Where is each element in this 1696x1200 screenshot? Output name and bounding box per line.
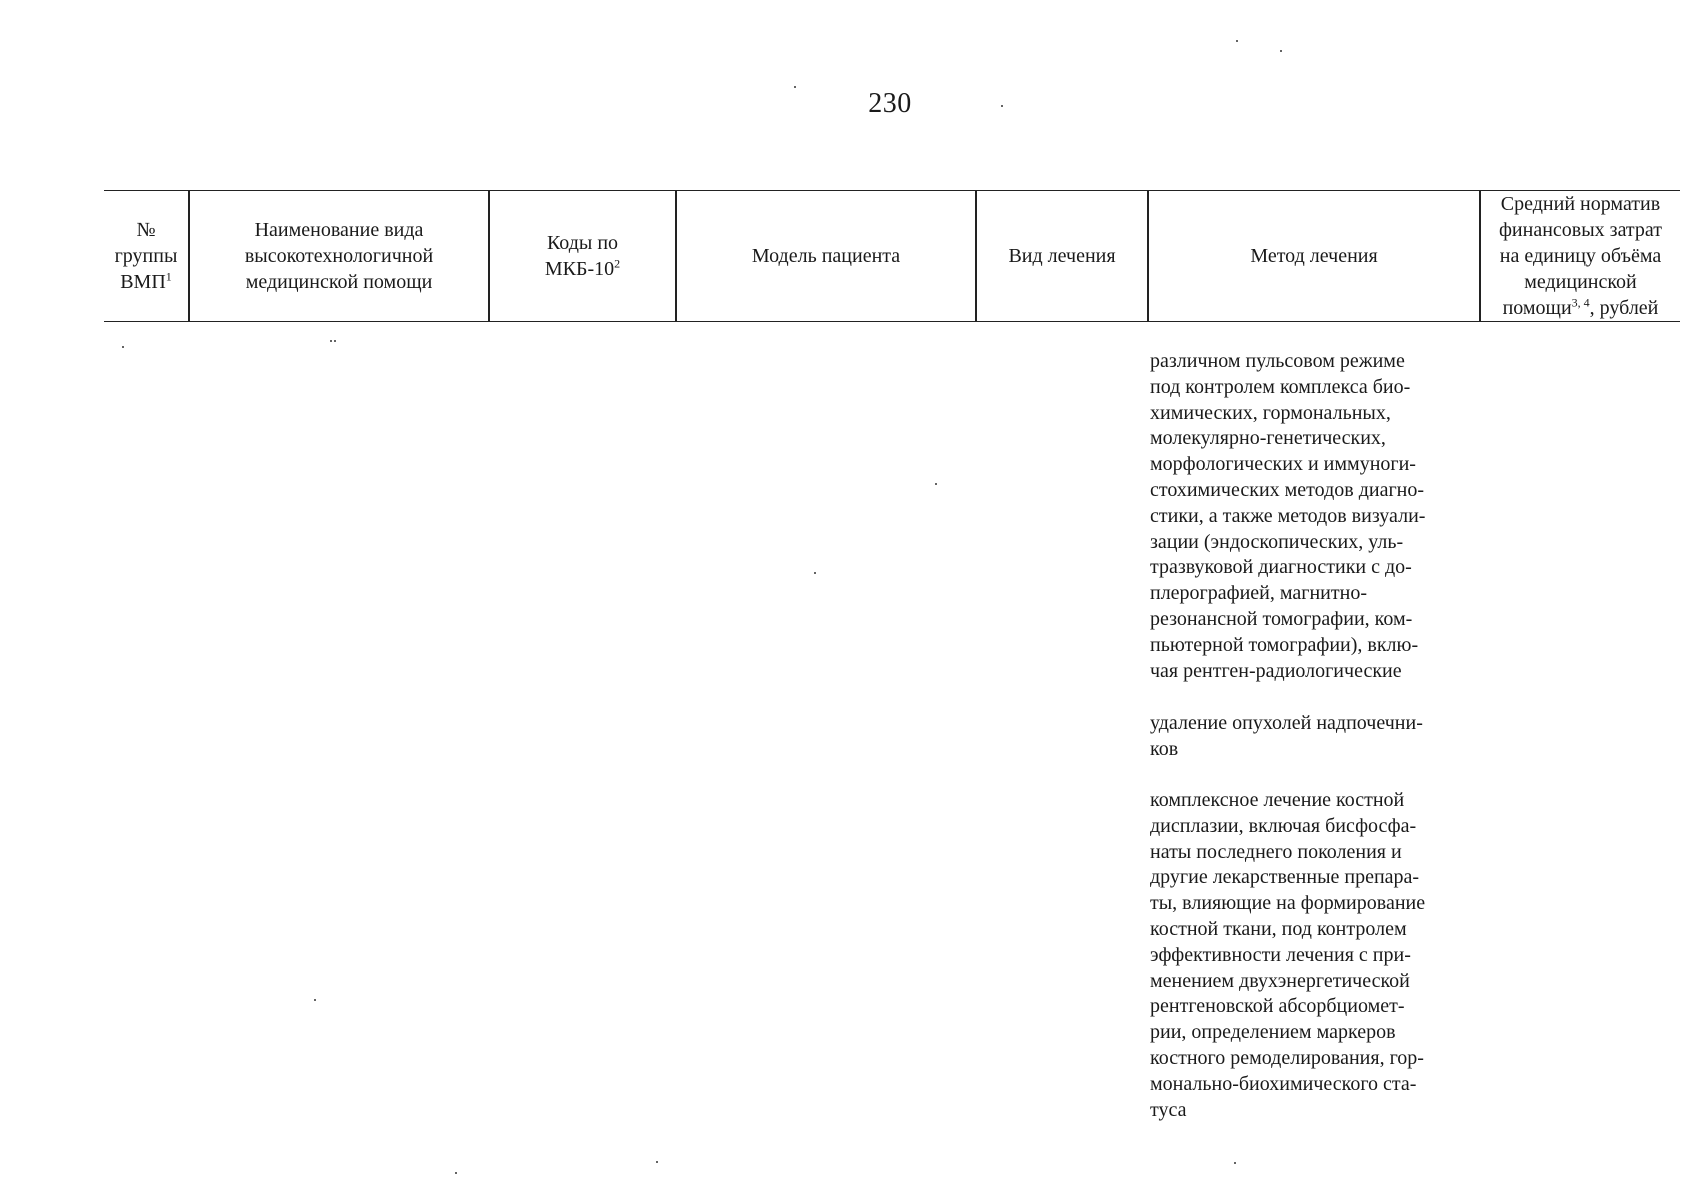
method-line: костного ремоделирования, гор-	[1150, 1046, 1424, 1069]
header-col1-line1: №	[136, 219, 156, 241]
method-line: пьютерной томографии), вклю-	[1150, 633, 1419, 656]
header-col7-line2: финансовых затрат	[1498, 219, 1663, 241]
scan-speck	[334, 340, 336, 342]
method-text-block-1	[1150, 349, 1480, 684]
method-line: резонансной томографии, ком-	[1150, 607, 1413, 630]
method-line: рентгеновской абсорбциомет-	[1150, 995, 1405, 1018]
scan-speck	[1234, 1162, 1236, 1164]
scan-speck	[1280, 50, 1282, 52]
scan-speck	[122, 346, 124, 348]
header-col-care-type	[190, 191, 488, 321]
header-col7-line3: на единицу объёма	[1499, 245, 1662, 267]
method-line: комплексное лечение костной	[1150, 789, 1405, 811]
header-col-treatment-method: Метод лечения	[1250, 245, 1378, 267]
header-col-cost-standard	[1481, 191, 1680, 321]
method-line: ков	[1150, 737, 1179, 760]
method-line: различном пульсовом режиме	[1150, 350, 1405, 372]
scan-speck	[1001, 105, 1003, 107]
method-line: удаление опухолей надпочечни-	[1150, 712, 1423, 734]
method-line: зации (эндоскопических, уль-	[1150, 530, 1404, 553]
header-col7-line1: Средний норматив	[1500, 193, 1661, 215]
method-line: другие лекарственные препара-	[1150, 866, 1420, 889]
header-col-icd-codes	[490, 191, 675, 321]
method-text-block-3	[1150, 788, 1480, 1123]
method-line: рии, определением маркеров	[1150, 1021, 1396, 1044]
scan-speck	[455, 1172, 457, 1174]
method-line: дисплазии, включая бисфосфа-	[1150, 814, 1417, 837]
method-line: молекулярно-генетических,	[1150, 427, 1386, 450]
method-line: под контролем комплекса био-	[1150, 375, 1411, 398]
header-col-treatment-type: Вид лечения	[1008, 245, 1116, 267]
header-col3-line1: Коды по	[546, 232, 619, 254]
method-line: эффективности лечения с при-	[1150, 943, 1411, 966]
table-header	[104, 190, 1680, 322]
method-line: ты, влияющие на формирование	[1150, 892, 1426, 915]
header-col1-footnote: 1	[165, 269, 172, 284]
header-col7-line5b: , рублей	[1589, 297, 1659, 319]
method-line: монально-биохимического ста-	[1150, 1072, 1417, 1095]
scan-speck	[656, 1161, 658, 1163]
method-text-block-2	[1150, 711, 1480, 763]
method-line: менением двухэнергетической	[1150, 969, 1410, 992]
header-col3-footnote: 2	[614, 256, 621, 271]
scan-speck	[814, 572, 816, 574]
method-line: морфологических и иммуноги-	[1150, 453, 1416, 476]
method-line: костной ткани, под контролем	[1150, 917, 1407, 940]
method-line: стохимических методов диагно-	[1150, 478, 1425, 501]
header-col2-line1: Наименование вида	[254, 219, 424, 241]
scan-speck	[935, 483, 937, 485]
scan-speck	[330, 340, 332, 342]
header-col-patient-model: Модель пациента	[751, 245, 901, 267]
method-line: стики, а также методов визуали-	[1150, 504, 1426, 527]
header-col1-line2: группы	[114, 245, 178, 267]
page-number: 230	[868, 88, 912, 119]
header-col3-line2: МКБ-10	[544, 258, 615, 280]
header-col7-footnote: 3, 4	[1571, 295, 1590, 310]
scan-speck	[1236, 40, 1238, 42]
header-col7-line5a: помощи	[1502, 297, 1572, 319]
header-col7-line4: медицинской	[1524, 271, 1637, 293]
method-line: туса	[1150, 1098, 1187, 1121]
header-col1-line3: ВМП	[120, 271, 166, 293]
header-col-group-number	[104, 191, 188, 321]
header-col2-line2: высокотехнологичной	[244, 245, 434, 267]
method-line: наты последнего поколения и	[1150, 840, 1402, 863]
scan-speck	[314, 999, 316, 1001]
method-line: чая рентген-радиологические	[1150, 659, 1402, 682]
header-col2-line3: медицинской помощи	[245, 271, 433, 293]
method-line: тразвуковой диагностики с до-	[1150, 556, 1412, 579]
method-line: химических, гормональных,	[1150, 401, 1391, 424]
method-line: плерографией, магнитно-	[1150, 582, 1367, 605]
scan-speck	[794, 86, 796, 88]
